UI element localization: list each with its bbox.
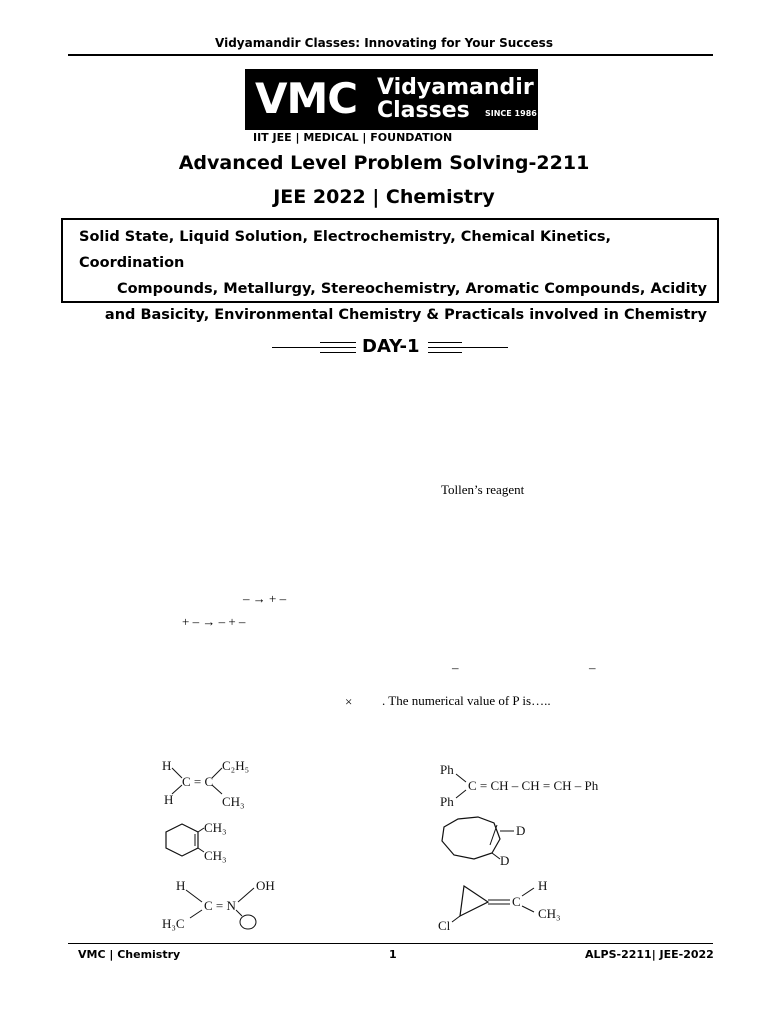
minus-sign: –: [589, 660, 596, 675]
bond-label: C = CH – CH = CH – Ph: [468, 778, 599, 793]
divider-line: [462, 347, 508, 348]
page-header-title: Vidyamandir Classes: Innovating for Your Success: [215, 36, 553, 50]
divider-line: [320, 347, 356, 348]
structure-oxime: [162, 876, 282, 932]
footer-right: ALPS-2211| JEE-2022: [585, 948, 714, 961]
vmc-logo: [245, 69, 538, 130]
tollens-reagent-text: Tollen’s reagent: [441, 482, 525, 497]
atom-label: D: [516, 823, 526, 838]
atom-label: D: [500, 853, 510, 868]
day-label: DAY-1: [362, 336, 420, 357]
logo-tagline: IIT JEE | MEDICAL | FOUNDATION: [253, 131, 453, 144]
structure-cyclooctene: [438, 815, 538, 867]
logo-since: SINCE 1986: [485, 109, 537, 118]
equation-fragment-1: – → + –: [243, 591, 287, 606]
minus-sign: –: [452, 660, 459, 675]
times-sign: ×: [345, 694, 353, 709]
cyclopropane-ring: [438, 876, 568, 932]
header-divider: [68, 54, 713, 56]
atom-label: OH: [256, 878, 275, 893]
topics-line: and Basicity, Environmental Chemistry & Practicals involved in Chemistry: [104, 307, 707, 323]
structure-diene: [440, 762, 610, 812]
structure-cyclohexene: [160, 818, 240, 866]
atom-label: CH₃: [538, 906, 561, 921]
divider-line: [428, 352, 462, 353]
footer-left: VMC | Chemistry: [78, 948, 181, 961]
divider-line: [272, 347, 320, 348]
bond-label: C = C: [182, 774, 214, 789]
atom-label: H: [162, 758, 172, 773]
page-number: 1: [389, 948, 397, 961]
atom-label: Cl: [438, 918, 451, 933]
atom-label: H: [164, 792, 174, 807]
atom-label: Ph: [440, 794, 454, 809]
document-subtitle: JEE 2022 | Chemistry: [273, 186, 495, 208]
document-title: Advanced Level Problem Solving-2211: [178, 152, 590, 174]
atom-label: CH₃: [204, 848, 227, 863]
atom-label: Ph: [440, 762, 454, 777]
numerical-value-text: . The numerical value of P is…..: [382, 693, 551, 708]
logo-name-line1: Vidyamandir: [377, 75, 534, 100]
divider-line: [428, 342, 462, 343]
footer-divider: [68, 943, 713, 944]
atom-label: H: [538, 878, 548, 893]
topics-line: Solid State, Liquid Solution, Electrochemistry, Chemical Kinetics, Coordination: [79, 229, 612, 271]
equation-fragment-2: + – → – + –: [182, 614, 246, 629]
logo-name-line2: Classes: [377, 98, 470, 123]
atom-label: C₂H₅: [222, 758, 250, 773]
day-divider: [272, 336, 512, 360]
structure-alkene-1: [160, 758, 260, 810]
cyclohexene-ring: [160, 818, 240, 866]
divider-line: [428, 347, 462, 348]
atom-label: H₃C: [162, 916, 185, 931]
topics-line: Compounds, Metallurgy, Stereochemistry, Aromatic Compounds, Acidity: [116, 281, 707, 297]
atom-label: CH₃: [204, 820, 227, 835]
logo-mark: VMC: [255, 74, 358, 123]
atom-label: H: [176, 878, 186, 893]
atom-label: CH₃: [222, 794, 245, 809]
bond-label: C = N: [204, 898, 236, 913]
atom-label: C: [512, 894, 521, 909]
divider-line: [320, 352, 356, 353]
divider-line: [320, 342, 356, 343]
topics-box: [61, 218, 719, 323]
structure-cyclopropylidene: [438, 876, 568, 932]
